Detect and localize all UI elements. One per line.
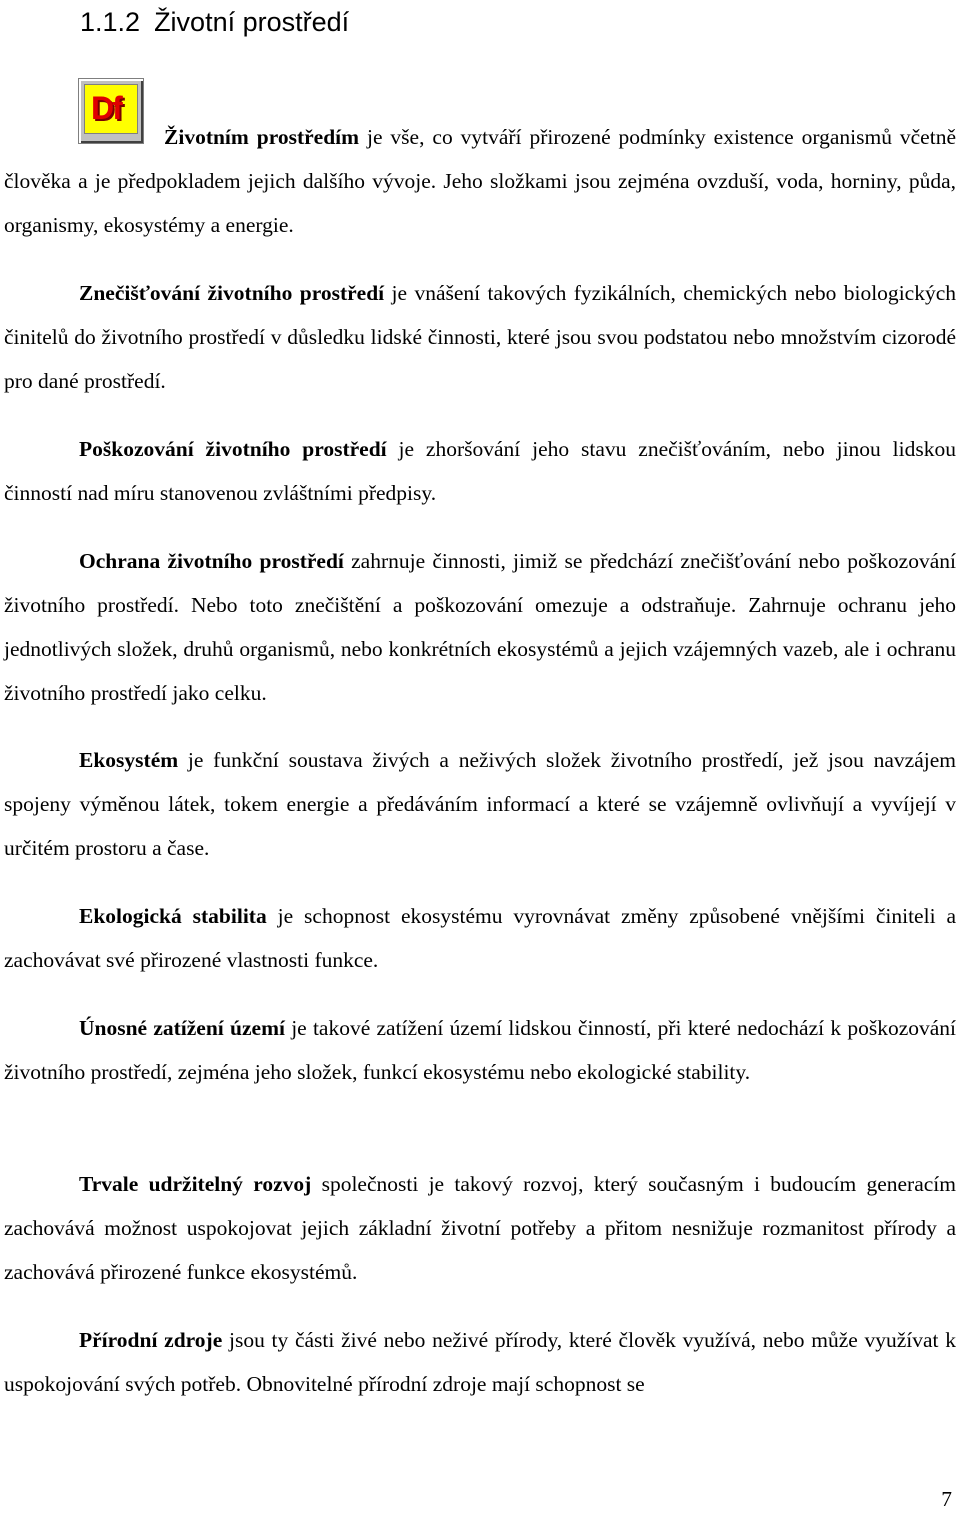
definition-ekosystem: je funkční soustava živých a neživých složek životního prostředí, jež jsou navzájem spojeny výměnou látek, tokem energie a předáváním informací a které se vzájemně ovlivňují a vyvíjejí v určitém prostoru a čase. xyxy=(4,748,956,860)
paragraph-ekologicka-stabilita xyxy=(4,894,956,982)
definition-trvale-udrzitelny-rozvoj: společnosti je takový rozvoj, který současným i budoucím generacím zachovává možnost uspokojovat jejich základní životní potřeby a přitom nesnižuje rozmanitost přírody a zachovává přirozené funkce ekosystémů. xyxy=(4,1172,956,1284)
paragraph-prirodni-zdroje xyxy=(4,1318,956,1406)
term-trvale-udrzitelny-rozvoj: Trvale udržitelný rozvoj xyxy=(79,1172,312,1196)
term-poskozovani: Poškozování životního prostředí xyxy=(79,437,387,461)
term-unosne-zatizeni: Únosné zatížení území xyxy=(79,1016,285,1040)
definition-ekologicka-stabilita: je schopnost ekosystému vyrovnávat změny způsobené vnějšími činiteli a zachovávat své přirozené vlastnosti funkce. xyxy=(4,904,956,972)
definition-unosne-zatizeni: je takové zatížení území lidskou činností, při které nedochází k poškozování životního prostředí, zejména jeho složek, funkcí ekosystému nebo ekologické stability. xyxy=(4,1016,956,1084)
paragraph-poskozovani xyxy=(4,427,956,515)
paragraph-zivotni-prostredi xyxy=(4,115,956,247)
term-ekosystem: Ekosystém xyxy=(79,748,179,772)
term-prirodni-zdroje: Přírodní zdroje xyxy=(79,1328,223,1352)
definition-zivotni-prostredi: je vše, co vytváří přirozené podmínky existence organismů včetně člověka a je předpokladem jejich dalšího vývoje. Jeho složkami jsou zejména ovzduší, voda, horniny, půda, organismy, ekosystémy a energie. xyxy=(4,125,956,237)
definition-icon-label: Df xyxy=(91,90,121,126)
definition-ochrana: zahrnuje činnosti, jimiž se předchází znečišťování nebo poškozování životního prostředí. Nebo toto znečištění a poškozování omezuje a odstraňuje. Zahrnuje ochranu jeho jednotlivých složek, druhů organismů, nebo konkrétních ekosystémů a jejich vzájemných vazeb, ale i ochranu životního prostředí jako celku. xyxy=(4,549,956,705)
section-number: 1.1.2 xyxy=(80,7,141,37)
paragraph-trvale-udrzitelny-rozvoj xyxy=(4,1162,956,1294)
definition-znecistovani: je vnášení takových fyzikálních, chemických nebo biologických činitelů do životního prostředí v důsledku lidské činnosti, které jsou svou podstatou nebo množstvím cizorodé pro dané prostředí. xyxy=(4,281,956,393)
definition-prirodni-zdroje: jsou ty části živé nebo neživé přírody, které člověk využívá, nebo může využívat k uspokojování svých potřeb. Obnovitelné přírodní zdroje mají schopnost se xyxy=(4,1328,956,1396)
term-ekologicka-stabilita: Ekologická stabilita xyxy=(79,904,267,928)
page-number: 7 xyxy=(941,1487,952,1511)
paragraph-ekosystem xyxy=(4,738,956,870)
paragraph-znecistovani xyxy=(4,271,956,403)
definition-poskozovani: je zhoršování jeho stavu znečišťováním, nebo jinou lidskou činností nad míru stanovenou zvláštními předpisy. xyxy=(4,437,956,505)
term-znecistovani: Znečišťování životního prostředí xyxy=(79,281,385,305)
paragraph-unosne-zatizeni xyxy=(4,1006,956,1094)
section-title: Životní prostředí xyxy=(154,7,350,37)
section-heading xyxy=(80,4,349,40)
term-zivotni-prostredi: Životním prostředím xyxy=(164,125,360,149)
paragraph-ochrana xyxy=(4,539,956,715)
term-ochrana: Ochrana životního prostředí xyxy=(79,549,344,573)
